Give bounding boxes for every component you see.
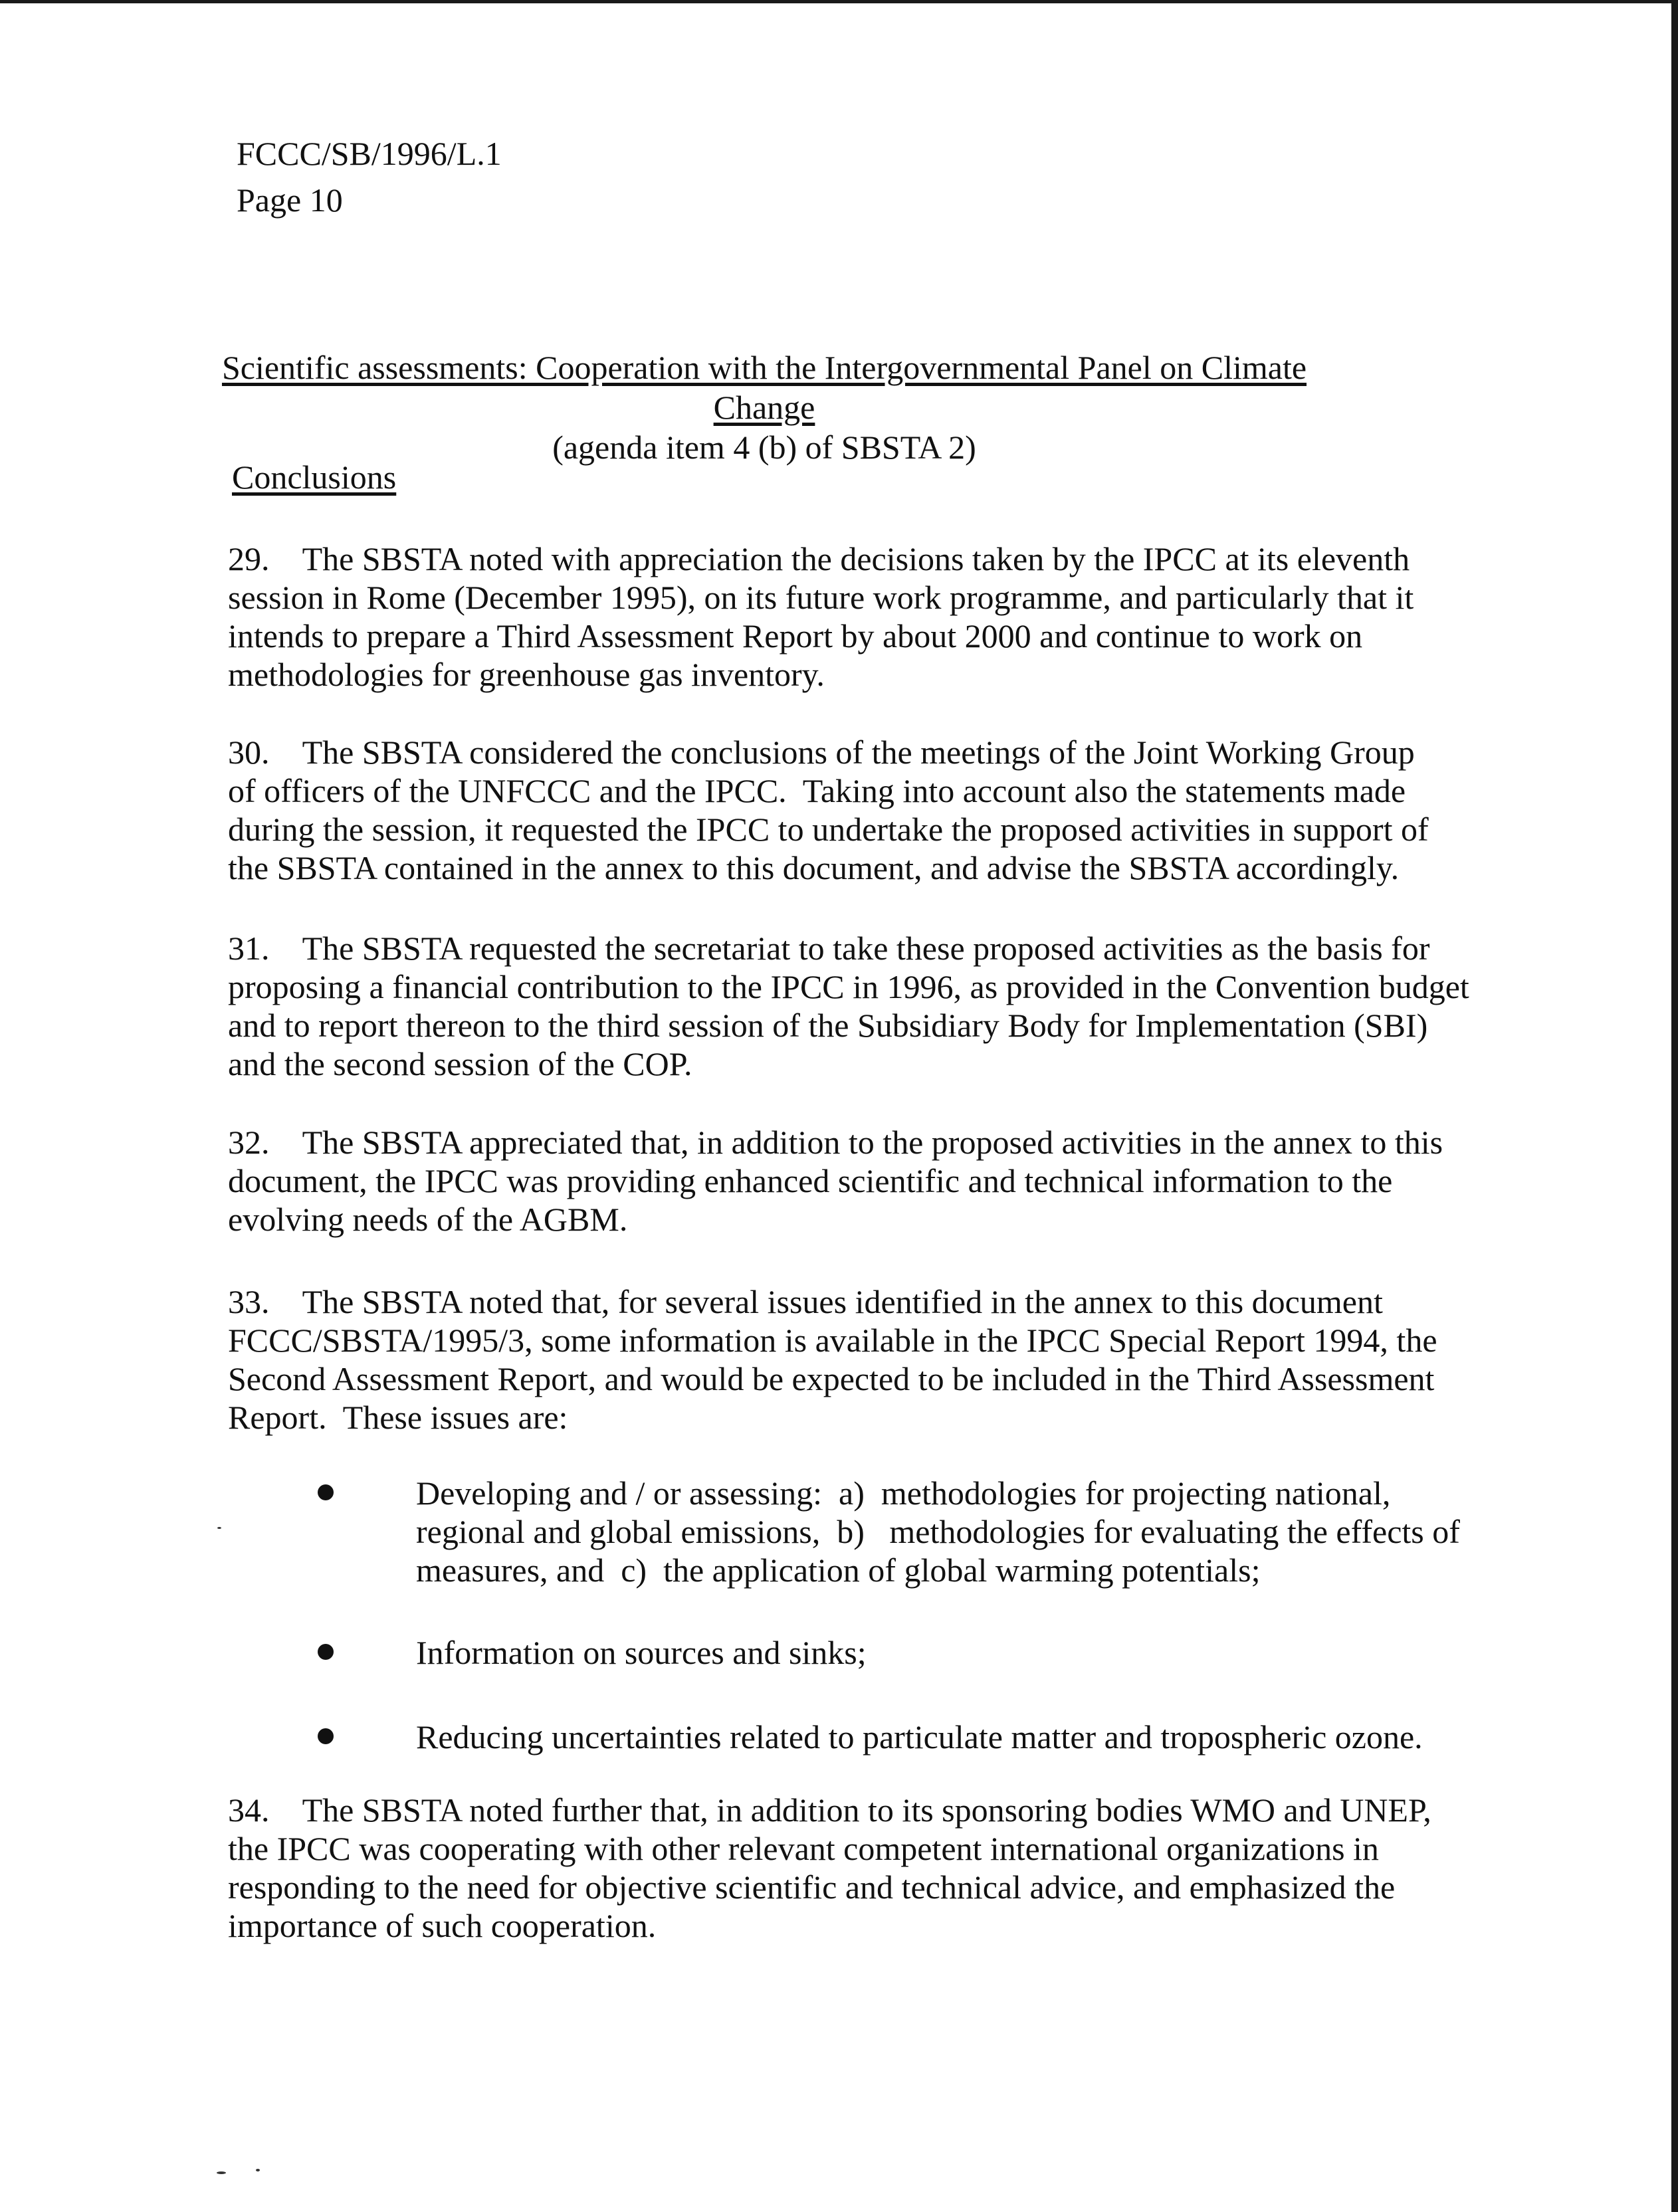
list-item-text: Developing and / or assessing: a) methodologies for projecting national, regional and global emissions, b) methodologies for evaluating the effects of measures, and c) the application of global warming potentials; (416, 1474, 1460, 1589)
scan-border-right (1671, 0, 1678, 2212)
section-title-agenda: (agenda item 4 (b) of SBSTA 2) (552, 429, 976, 466)
bullet-icon (318, 1484, 334, 1500)
conclusions-heading: Conclusions (232, 458, 397, 496)
section-title-main: Scientific assessments: Cooperation with the Intergovernmental Panel on Climate Change (221, 349, 1307, 426)
bullet-icon (318, 1728, 334, 1744)
paragraph-32: 32. The SBSTA appreciated that, in addition to the proposed activities in the annex to this document, the IPCC was providing enhanced scientific and technical information to the evolving needs of the AGBM. (228, 1124, 1443, 1238)
scan-speck (217, 2171, 226, 2174)
paragraph-31: 31. The SBSTA requested the secretariat to take these proposed activities as the basis for proposing a financial contribution to the IPCC in 1996, as provided in the Convention budget and to report thereon to the third session of the Subsidiary Body for Implementation (SBI) and the second session of the COP. (228, 930, 1469, 1082)
document-symbol: FCCC/SB/1996/L.1 (237, 135, 502, 172)
list-item-text: Information on sources and sinks; (416, 1634, 867, 1671)
page-header (237, 130, 502, 223)
scan-speck (217, 1527, 221, 1529)
section-title (199, 348, 1329, 467)
paragraph-33: 33. The SBSTA noted that, for several issues identified in the annex to this document FCCC/SBSTA/1995/3, some information is available in the IPCC Special Report 1994, the Second Assessment Report, and would be expected to be included in the Third Assessment Report. These issues are: (228, 1283, 1437, 1436)
paragraph-29: 29. The SBSTA noted with appreciation the decisions taken by the IPCC at its eleventh session in Rome (December 1995), on its future work programme, and particularly that it intends to prepare a Third Assessment Report by about 2000 and continue to work on methodologies for greenhouse gas inventory. (228, 540, 1414, 693)
scan-border-top (0, 0, 1678, 3)
page-number: Page 10 (237, 181, 343, 219)
bullet-icon (318, 1644, 334, 1660)
paragraph-30: 30. The SBSTA considered the conclusions of the meetings of the Joint Working Group of officers of the UNFCCC and the IPCC. Taking into account also the statements made during the session, it requested the IPCC to undertake the proposed activities in support of the SBSTA contained in the annex to this document, and advise the SBSTA accordingly. (228, 734, 1429, 886)
scan-speck (256, 2169, 260, 2171)
list-item-text: Reducing uncertainties related to particulate matter and tropospheric ozone. (416, 1718, 1423, 1756)
paragraph-34: 34. The SBSTA noted further that, in addition to its sponsoring bodies WMO and UNEP, the IPCC was cooperating with other relevant competent international organizations in responding to the need for objective scientific and technical advice, and emphasized the importance of such cooperation. (228, 1791, 1431, 1944)
